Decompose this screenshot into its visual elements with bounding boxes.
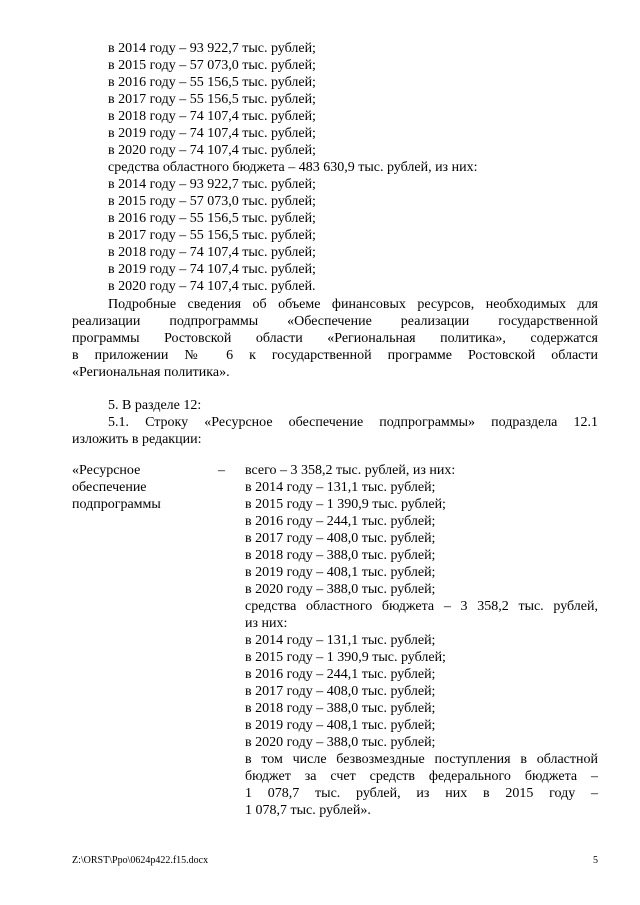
list-item: всего – 3 358,2 тыс. рублей, из них: — [245, 463, 456, 478]
list-item: в 2017 году – 408,0 тыс. рублей; — [245, 684, 436, 699]
list-item: в 2015 году – 1 390,9 тыс. рублей; — [245, 650, 446, 665]
list-item: в 2019 году – 74 107,4 тыс. рублей; — [108, 262, 316, 277]
list-item: в 2019 году – 74 107,4 тыс. рублей; — [108, 126, 316, 141]
label-line: «Ресурсное — [72, 463, 141, 478]
list-item: в 2020 году – 74 107,4 тыс. рублей. — [108, 279, 316, 294]
paragraph-line: в приложении № 6 к государственной программе Ростовской области — [72, 348, 598, 363]
list-item: в 2014 году – 93 922,7 тыс. рублей; — [108, 41, 316, 56]
list-item: в 2017 году – 55 156,5 тыс. рублей; — [108, 92, 316, 107]
list-item: в 2018 году – 74 107,4 тыс. рублей; — [108, 245, 316, 260]
section-heading: 5. В разделе 12: — [108, 398, 202, 413]
list-item: в 2016 году – 244,1 тыс. рублей; — [245, 667, 436, 682]
list-item: в 2014 году – 131,1 тыс. рублей; — [245, 480, 436, 495]
file-path: Z:\ORST\Ppo\0624p422.f15.docx — [72, 855, 209, 866]
list-item: в 2019 году – 408,1 тыс. рублей; — [245, 718, 436, 733]
federal-budget-line: в том числе безвозмездные поступления в областной — [245, 752, 598, 767]
label-line: подпрограммы — [72, 497, 161, 512]
list-item: в 2020 году – 388,0 тыс. рублей; — [245, 735, 436, 750]
paragraph-line: Подробные сведения об объеме финансовых ресурсов, необходимых для — [108, 297, 598, 312]
regional-budget-line: средства областного бюджета – 3 358,2 тыс. рублей, — [245, 599, 598, 614]
list-item: в 2020 году – 74 107,4 тыс. рублей; — [108, 143, 316, 158]
section-5 — [72, 397, 598, 448]
paragraph-line: программы Ростовской области «Региональная политика», содержатся — [72, 331, 598, 346]
list-item: в 2017 году – 55 156,5 тыс. рублей; — [108, 228, 316, 243]
page-number: 5 — [593, 855, 598, 866]
paragraph-line: «Региональная политика». — [72, 365, 230, 380]
paragraph-line: реализации подпрограммы «Обеспечение реализации государственной — [72, 314, 598, 329]
federal-budget-line: 1 078,7 тыс. рублей, из них в 2015 году – — [245, 786, 598, 801]
list-item: в 2015 году – 57 073,0 тыс. рублей; — [108, 194, 316, 209]
list-item: в 2016 году – 244,1 тыс. рублей; — [245, 514, 436, 529]
list-item: в 2015 году – 1 390,9 тыс. рублей; — [245, 497, 446, 512]
details-paragraph — [72, 296, 598, 381]
label-line: обеспечение — [72, 480, 147, 495]
federal-budget-line: 1 078,7 тыс. рублей». — [245, 803, 371, 818]
regional-budget-line: из них: — [245, 616, 288, 631]
list-item: в 2018 году – 388,0 тыс. рублей; — [245, 548, 436, 563]
federal-budget-line: бюджет за счет средств федерального бюджета – — [245, 769, 598, 784]
list-item: в 2020 году – 388,0 тыс. рублей; — [245, 582, 436, 597]
list-item: в 2018 году – 74 107,4 тыс. рублей; — [108, 109, 316, 124]
section-item-line: изложить в редакции: — [72, 432, 202, 447]
list-item: в 2018 году – 388,0 тыс. рублей; — [245, 701, 436, 716]
list-item: в 2016 году – 55 156,5 тыс. рублей; — [108, 75, 316, 90]
list-item: в 2014 году – 131,1 тыс. рублей; — [245, 633, 436, 648]
section-item-line: 5.1. Строку «Ресурсное обеспечение подпрограммы» подраздела 12.1 — [108, 415, 598, 430]
regional-budget-line: средства областного бюджета – 483 630,9 тыс. рублей, из них: — [108, 160, 478, 175]
list-item: в 2014 году – 93 922,7 тыс. рублей; — [108, 177, 316, 192]
list-item: в 2017 году – 408,0 тыс. рублей; — [245, 531, 436, 546]
table-label — [72, 462, 182, 513]
list-item: в 2019 году – 408,1 тыс. рублей; — [245, 565, 436, 580]
table-dash: – — [218, 463, 225, 478]
list-item: в 2015 году – 57 073,0 тыс. рублей; — [108, 58, 316, 73]
funding-by-year-list — [72, 40, 598, 295]
list-item: в 2016 году – 55 156,5 тыс. рублей; — [108, 211, 316, 226]
table-values — [245, 462, 598, 819]
